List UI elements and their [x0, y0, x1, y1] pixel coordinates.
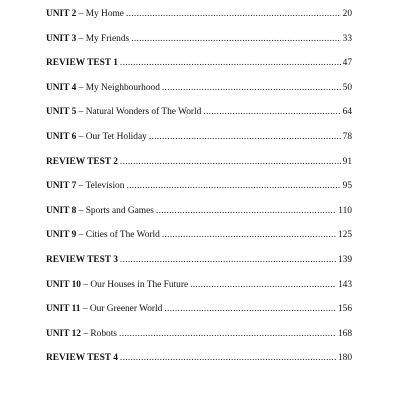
toc-entry-review-test-1[interactable] [46, 57, 352, 82]
toc-entry-unit-2[interactable] [46, 8, 352, 33]
toc-page-number: 156 [337, 304, 352, 315]
toc-entry-subtitle: – Our Houses in The Future [83, 279, 189, 290]
toc-page-number: 95 [342, 181, 352, 192]
toc-entry-label [46, 106, 201, 118]
toc-entry-label [46, 205, 154, 217]
toc-entry-unit-4[interactable] [46, 82, 352, 107]
toc-page-number: 143 [337, 279, 352, 290]
toc-page-number: 20 [342, 9, 352, 19]
toc-entry-subtitle: – Natural Wonders of The World [78, 107, 202, 118]
toc-entry-title: UNIT 8 [46, 205, 77, 216]
toc-entry-unit-8[interactable] [46, 205, 352, 230]
toc-leader-dots [131, 33, 340, 45]
toc-entry-subtitle: – Sports and Games [78, 205, 154, 216]
toc-entry-title: UNIT 6 [46, 131, 77, 142]
toc-entry-label [46, 156, 118, 168]
toc-entry-unit-12[interactable] [46, 328, 352, 353]
toc-leader-dots [162, 82, 341, 94]
toc-entry-subtitle: – My Friends [78, 33, 130, 44]
toc-entry-unit-3[interactable] [46, 33, 352, 58]
table-of-contents [46, 8, 352, 377]
toc-entry-review-test-3[interactable] [46, 254, 352, 279]
toc-entry-title: UNIT 10 [46, 279, 81, 290]
toc-entry-subtitle: – My Home [78, 9, 124, 19]
toc-entry-subtitle: – Cities of The World [78, 230, 160, 241]
toc-entry-unit-7[interactable] [46, 180, 352, 205]
toc-entry-label [46, 131, 147, 143]
toc-entry-label [46, 328, 117, 340]
toc-entry-title: UNIT 9 [46, 230, 77, 241]
toc-entry-title: REVIEW TEST 4 [46, 353, 118, 364]
toc-entry-subtitle: – Robots [83, 328, 117, 339]
toc-page-number: 125 [337, 230, 352, 241]
toc-entry-title: REVIEW TEST 3 [46, 254, 118, 265]
toc-leader-dots [156, 205, 336, 217]
toc-entry-title: UNIT 12 [46, 328, 81, 339]
toc-page-number: 110 [338, 205, 352, 216]
toc-page-number: 139 [337, 254, 352, 265]
toc-page-number: 64 [342, 107, 352, 118]
toc-leader-dots [119, 328, 336, 340]
toc-page-number: 47 [342, 58, 352, 69]
toc-leader-dots [164, 303, 336, 315]
toc-entry-title: UNIT 5 [46, 107, 77, 118]
toc-entry-unit-9[interactable] [46, 229, 352, 254]
toc-page-number: 50 [342, 82, 352, 93]
toc-entry-title: UNIT 4 [46, 82, 77, 93]
toc-page-number: 91 [342, 156, 352, 167]
toc-leader-dots [120, 352, 336, 364]
toc-entry-label [46, 279, 188, 291]
toc-leader-dots [126, 8, 341, 20]
toc-entry-label [46, 82, 160, 94]
toc-page-number: 168 [337, 328, 352, 339]
toc-entry-label [46, 254, 118, 266]
toc-entry-title: UNIT 2 [46, 9, 77, 19]
toc-entry-unit-10[interactable] [46, 279, 352, 304]
toc-entry-subtitle: – Our Greener World [82, 304, 163, 315]
toc-entry-label [46, 303, 162, 315]
toc-entry-label [46, 57, 118, 69]
toc-entry-title: REVIEW TEST 2 [46, 156, 118, 167]
toc-entry-label [46, 229, 160, 241]
toc-entry-subtitle: – Television [78, 181, 125, 192]
toc-leader-dots [190, 279, 336, 291]
toc-leader-dots [120, 254, 336, 266]
toc-entry-review-test-4[interactable] [46, 352, 352, 377]
toc-leader-dots [126, 180, 340, 192]
toc-entry-label [46, 33, 129, 45]
toc-leader-dots [120, 156, 341, 168]
toc-page-number: 180 [337, 353, 352, 364]
toc-entry-review-test-2[interactable] [46, 156, 352, 181]
toc-entry-title: REVIEW TEST 1 [46, 58, 118, 69]
toc-entry-label [46, 352, 118, 364]
toc-entry-label [46, 8, 124, 20]
toc-entry-subtitle: – Our Tet Holiday [78, 131, 147, 142]
toc-entry-title: UNIT 7 [46, 181, 77, 192]
toc-entry-unit-11[interactable] [46, 303, 352, 328]
toc-entry-label [46, 180, 124, 192]
toc-entry-subtitle: – My Neighbourhood [78, 82, 160, 93]
toc-entry-unit-5[interactable] [46, 106, 352, 131]
toc-entry-title: UNIT 3 [46, 33, 77, 44]
toc-page-number: 78 [342, 131, 352, 142]
toc-leader-dots [203, 106, 340, 118]
toc-leader-dots [149, 131, 341, 143]
toc-entry-unit-6[interactable] [46, 131, 352, 156]
toc-entry-title: UNIT 11 [46, 304, 81, 315]
toc-leader-dots [120, 57, 341, 69]
toc-leader-dots [162, 229, 336, 241]
toc-page-number: 33 [342, 33, 352, 44]
